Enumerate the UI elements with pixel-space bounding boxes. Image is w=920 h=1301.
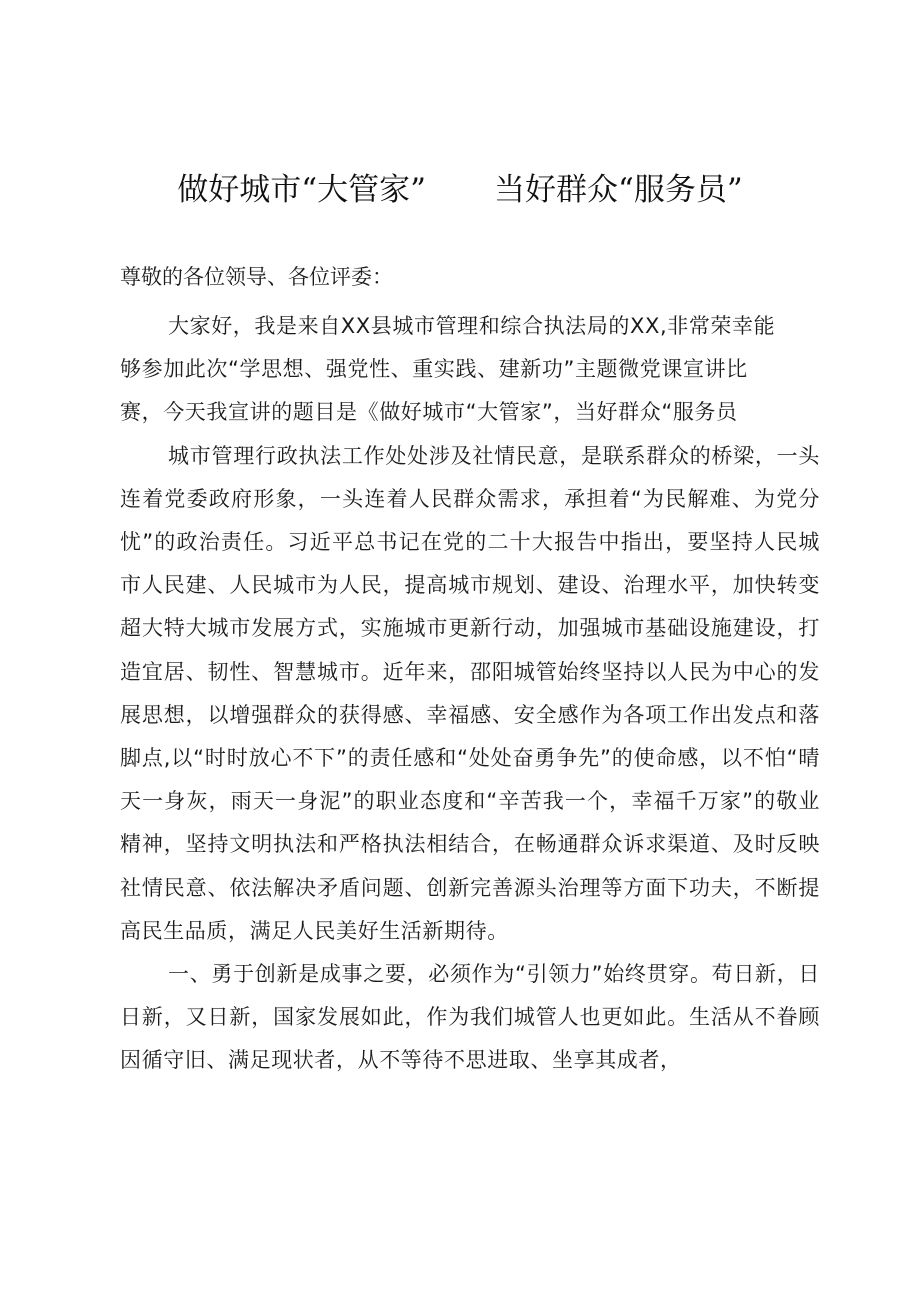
title-part-1: 做好城市“大管家” <box>177 172 426 208</box>
body-paragraph-1: 城市管理行政执法工作处处涉及社情民意，是联系群众的桥梁，一头连着党委政府形象，一头连着人民群众需求，承担着“为民解难、为党分忧”的政治责任。习近平总书记在党的二十大报告中指出，要坚持人民城市人民建、人民城市为人民，提高城市规划、建设、治理水平，加快转变超大特大城市发展方式，实施城市更新行动，加强城市基础设施建设，打造宜居、韧性、智慧城市。近年来，邵阳城管始终坚持以人民为中心的发展思想，以增强群众的获得感、幸福感、安全感作为各项工作出发点和落脚点,以“时时放心不下”的责任感和“处处奋勇争先”的使命感，以不怕“晴天一身灰，雨天一身泥”的职业态度和“辛苦我一个，幸福千万家”的敬业精神，坚持文明执法和严格执法相结合，在畅通群众诉求渠道、及时反映社情民意、依法解决矛盾问题、创新完善源头治理等方面下功夫，不断提高民生品质，满足人民美好生活新期待。 <box>120 443 820 943</box>
body-paragraph-2: 一、勇于创新是成事之要，必须作为“引领力”始终贯穿。苟日新，日日新，又日新，国家发展如此，作为我们城管人也更如此。生活从不眷顾因循守旧、满足现状者，从不等待不思进取、坐享其成者， <box>120 962 820 1073</box>
intro-paragraph <box>120 305 820 435</box>
intro-line: 赛，今天我宣讲的题目是《做好城市“大管家”，当好群众“服务员 <box>120 400 738 425</box>
intro-line: 够参加此次“学思想、强党性、重实践、建新功”主题微党课宣讲比 <box>120 357 748 382</box>
intro-line: 大家好，我是来自XX县城市管理和综合执法局的XX,非常荣幸能 <box>168 314 776 338</box>
document-body <box>120 305 820 1083</box>
title-part-2: 当好群众“服务员” <box>494 172 743 208</box>
document-title <box>0 168 920 212</box>
salutation: 尊敬的各位领导、各位评委： <box>120 265 393 289</box>
